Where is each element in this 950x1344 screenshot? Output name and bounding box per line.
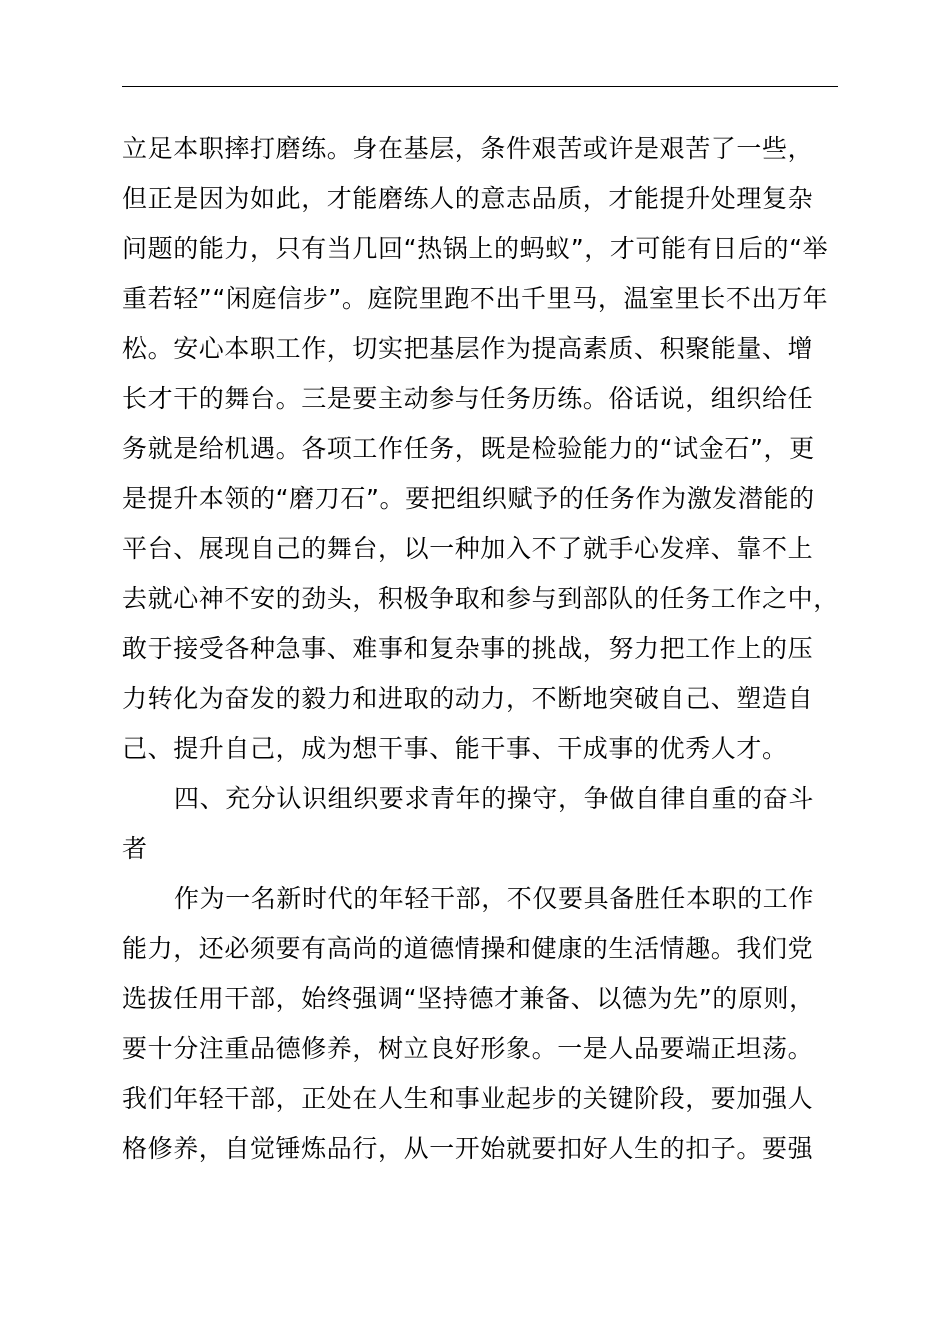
header-rule [122,86,838,87]
text-line: 平台、展现自己的舞台，以一种加入不了就手心发痒、靠不上 [122,534,814,563]
text-line: 长才干的舞台。三是要主动参与任务历练。俗话说，组织给任 [122,384,814,413]
text-line: 去就心神不安的劲头，积极争取和参与到部队的任务工作之中， [122,584,839,613]
text-line: 务就是给机遇。各项工作任务，既是检验能力的“试金石”，更 [122,434,815,463]
text-line: 重若轻”“闲庭信步”。庭院里跑不出千里马，温室里长不出万年 [122,284,829,313]
text-line: 要十分注重品德修养，树立良好形象。一是人品要端正坦荡。 [122,1034,814,1063]
text-line: 敢于接受各种急事、难事和复杂事的挑战，努力把工作上的压 [122,634,814,663]
text-line: 但正是因为如此，才能磨练人的意志品质，才能提升处理复杂 [122,184,814,213]
section-heading: 四、充分认识组织要求青年的操守，争做自律自重的奋斗 [174,784,815,813]
text-line: 格修养，自觉锤炼品行，从一开始就要扣好人生的扣子。要强 [122,1134,814,1163]
text-line: 能力，还必须要有高尚的道德情操和健康的生活情趣。我们党 [122,934,814,963]
text-line: 力转化为奋发的毅力和进取的动力，不断地突破自己、塑造自 [122,684,814,713]
text-line: 我们年轻干部，正处在人生和事业起步的关键阶段，要加强人 [122,1084,814,1113]
text-line: 己、提升自己，成为想干事、能干事、干成事的优秀人才。 [122,734,788,763]
text-line: 松。安心本职工作，切实把基层作为提高素质、积聚能量、增 [122,334,814,363]
text-line: 选拔任用干部，始终强调“坚持德才兼备、以德为先”的原则， [122,984,815,1013]
section-heading-continued: 者 [122,834,148,863]
body-text [122,124,882,1174]
paragraph-start: 作为一名新时代的年轻干部，不仅要具备胜任本职的工作 [174,884,815,913]
text-line: 是提升本领的“磨刀石”。要把组织赋予的任务作为激发潜能的 [122,484,815,513]
text-line: 立足本职摔打磨练。身在基层，条件艰苦或许是艰苦了一些， [122,134,814,163]
text-line: 问题的能力，只有当几回“热锅上的蚂蚁”，才可能有日后的“举 [122,234,829,263]
